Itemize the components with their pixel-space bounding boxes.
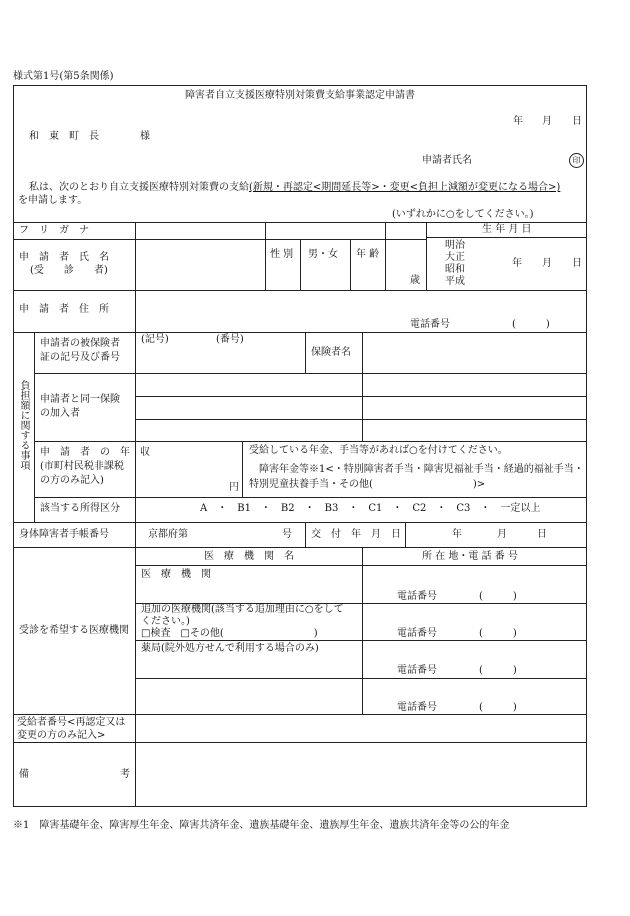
sex-label: 性 別 [270,249,294,260]
medical-institution-label: 医 療 機 関 [141,569,211,580]
addressee-honorific: 様 [140,131,150,142]
hosp-name-header: 医 療 機 関 名 [204,551,294,562]
income-label-1: 申 請 者 の 年 収 [40,447,150,458]
burden-label: 負担額に関する事項 [18,380,29,470]
yen-unit: 円 [229,482,239,493]
name-label: 申 請 者 氏 名 [19,252,109,263]
issue-year: 年 [452,529,462,540]
hosp3-phone-paren: ( ) [479,665,517,676]
seal-icon: 印 [569,153,584,168]
hosp3-phone-label: 電話番号 [397,665,437,676]
issue-month: 月 [497,529,507,540]
pension-list-2[interactable]: 特別児童扶養手当・その他( )> [249,479,486,490]
recipient-label-1: 受給者番号<再認定又は [17,717,126,728]
income-label-3: の方のみ記入) [40,475,104,486]
form-title: 障害者自立支援医療特別対策費支給事業認定申請書 [185,90,415,101]
same-ins-label-2: の加入者 [40,408,80,419]
additional-inst-2: ください。) [141,616,190,627]
hosp2-phone-paren: ( ) [479,628,517,639]
checkup-options[interactable]: □検査 □その他( ) [141,628,318,639]
era-showa[interactable]: 昭和 [445,264,465,275]
hospital-section-label: 受診を希望する医療機関 [19,625,129,636]
date-year: 年 [513,116,523,127]
income-class-options[interactable]: A ・ B1 ・ B2 ・ B3 ・ C1 ・ C2 ・ C3 ・ 一定以上 [200,503,541,514]
remarks-label-2: 考 [120,769,130,780]
kigou-label: (記号) [141,334,169,345]
date-day: 日 [572,116,582,127]
insured-label-2: 証の記号及び番号 [40,352,120,363]
hosp4-phone-paren: ( ) [479,702,517,713]
addressee-name: 和 東 町 長 [29,131,99,142]
address-label: 申 請 者 住 所 [19,304,109,315]
age-unit: 歳 [410,275,420,286]
hosp-addr-header: 所 在 地・電 話 番 号 [422,551,518,562]
birth-month: 月 [542,258,552,269]
remarks-label-1: 備 [19,769,29,780]
hosp1-phone-label: 電話番号 [397,591,437,602]
issue-date-label: 交 付 年 月 日 [311,529,401,540]
footnote: ※1 障害基礎年金、障害厚生年金、障害共済年金、遺族基礎年金、遺族厚生年金、遺族共済年金等の公的年金 [13,820,510,831]
birth-day: 日 [572,258,582,269]
hosp2-phone-label: 電話番号 [397,628,437,639]
address-phone-label: 電話番号 [410,319,450,330]
pension-instruction: 受給している年金、手当等があれば○を付けてください。 [249,445,508,456]
pension-list-1[interactable]: 障害年金等※1<・特別障害者手当・障害児福祉手当・経過的福祉手当・ [259,464,584,475]
name-sub-label: (受 診 者) [30,265,108,276]
birth-year: 年 [512,258,522,269]
era-heisei[interactable]: 平成 [445,276,465,287]
handbook-go: 号 [282,529,292,540]
intro-line1: 私は、次のとおり自立支援医療特別対策費の支給(新規・再認定<期間延長等>・変更<負担上減額が変更になる場合>) [29,182,561,193]
additional-inst-1: 追加の医療機関(該当する追加理由に○をして [141,604,344,615]
income-label-2: (市町村民税非課税 [40,461,124,472]
furigana-label: フ リ ガ ナ [19,225,89,236]
hosp4-phone-label: 電話番号 [397,702,437,713]
sex-options[interactable]: 男・女 [308,249,338,260]
issue-day: 日 [537,529,547,540]
intro-line2: を申請します。 [18,195,88,206]
handbook-label: 身体障害者手帳番号 [19,529,109,540]
era-taisho[interactable]: 大正 [445,252,465,263]
age-label: 年 齢 [356,249,380,260]
insured-label-1: 申請者の被保険者 [40,338,120,349]
recipient-label-2: 変更の方のみ記入> [17,730,106,741]
hosp1-phone-paren: ( ) [479,591,517,602]
date-month: 月 [542,116,552,127]
pharmacy-label: 薬局(院外処方せんで利用する場合のみ) [141,643,319,654]
income-class-label: 該当する所得区分 [40,503,120,514]
era-meiji[interactable]: 明治 [445,240,465,251]
bangou-label: (番号) [216,334,244,345]
kyoto-prefix: 京都府第 [148,529,188,540]
same-ins-label-1: 申請者と同一保険 [40,394,120,405]
insurer-label: 保険者名 [311,347,351,358]
intro-note: (いずれかに○をしてください。) [392,209,534,220]
applicant-name-label: 申請者氏名 [422,155,472,166]
address-phone-paren: ( ) [512,319,550,330]
form-number: 様式第1号(第5条関係) [13,71,114,82]
birth-label: 生 年 月 日 [482,224,532,235]
